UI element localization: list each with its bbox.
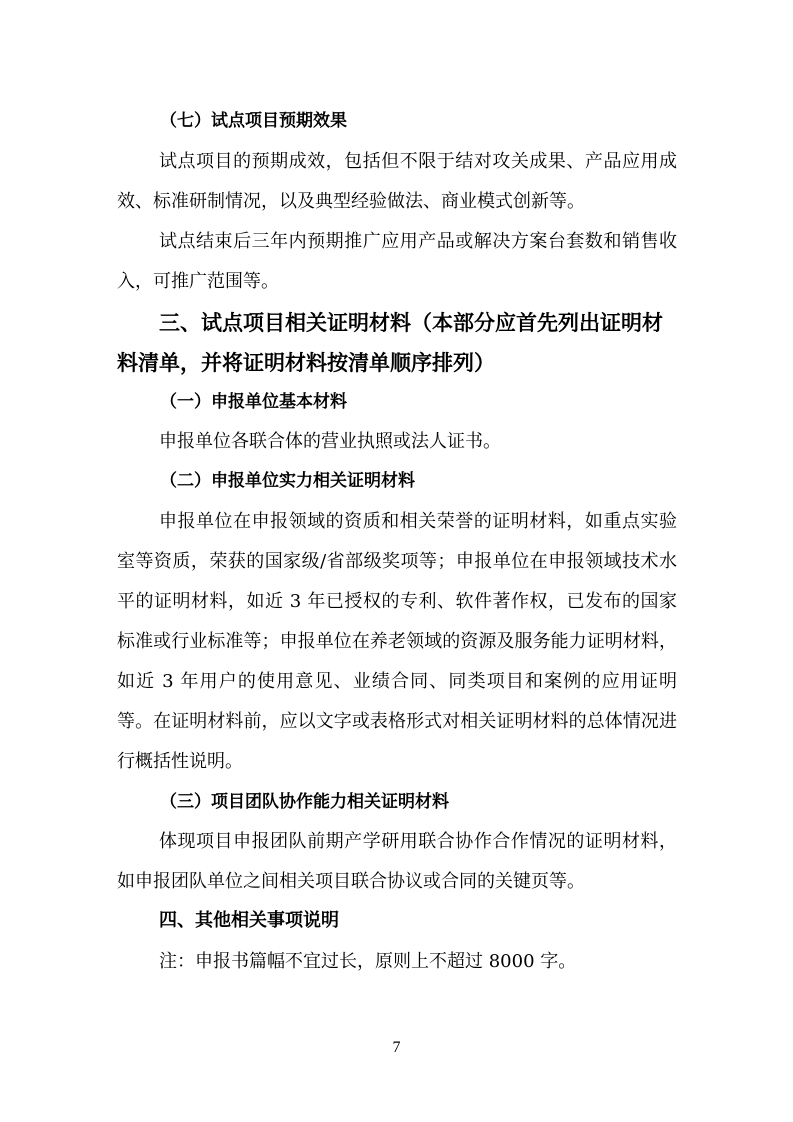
paragraph-promotion-plan: 试点结束后三年内预期推广应用产品或解决方案台套数和销售收入，可推广范围等。 — [117, 231, 677, 292]
heading-section-four: 四、其他相关事项说明 — [159, 910, 339, 931]
heading-strength-materials: （二）申报单位实力相关证明材料 — [160, 471, 415, 491]
heading-section-three: 三、试点项目相关证明材料（本部分应首先列出证明材料清单，并将证明材料按清单顺序排列） — [117, 310, 663, 375]
paragraph-expected-outcomes: 试点项目的预期成效，包括但不限于结对攻关成果、产品应用成效、标准研制情况，以及典型经验做法、商业模式创新等。 — [117, 151, 677, 212]
heading-basic-materials: （一）申报单位基本材料 — [160, 392, 347, 412]
page-number: 7 — [392, 1039, 401, 1056]
paragraph-note: 注：申报书篇幅不宜过长，原则上不超过 8000 字。 — [159, 951, 577, 972]
paragraph-basic-materials: 申报单位各联合体的营业执照或法人证书。 — [159, 431, 501, 452]
paragraph-strength-materials: 申报单位在申报领域的资质和相关荣誉的证明材料，如重点实验室等资质，荣获的国家级/省部级奖项等；申报单位在申报领域技术水平的证明材料，如近 3 年已授权的专利、软件著作权，已发布的国家标准或行业标准等；申报单位在养老领域的资源及服务能力证明材料，如近 3 年用户的使用意见、业绩合同、同类项目和案例的应用证明等。在证明材料前，应以文字或表格形式对相关证明材料的总体情况进行概括性说明。 — [117, 511, 677, 772]
heading-team-materials: （三）项目团队协作能力相关证明材料 — [160, 792, 449, 812]
heading-expected-results: （七）试点项目预期效果 — [160, 111, 347, 131]
paragraph-team-materials: 体现项目申报团队前期产学研用联合协作合作情况的证明材料，如申报团队单位之间相关项目联合协议或合同的关键页等。 — [117, 831, 677, 892]
